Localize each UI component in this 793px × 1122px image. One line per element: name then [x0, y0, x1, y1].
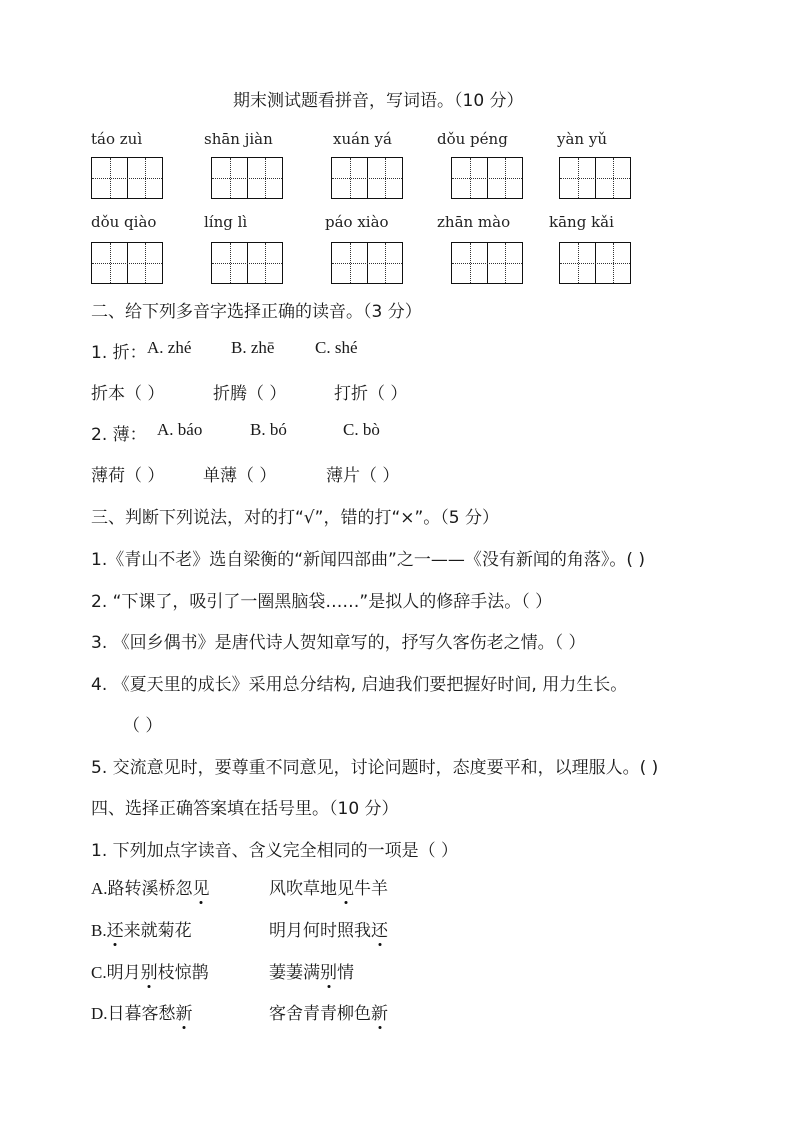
pinyin-label: xuán yá — [333, 130, 392, 148]
choice-option-c[interactable]: C.明月别枝惊鹊 — [91, 958, 209, 983]
section-heading: 三、判断下列说法，对的打“√”，错的打“×”。（5 分） — [91, 508, 500, 528]
true-false-item[interactable]: 2. “下课了，吸引了一圈黑脑袋……”是拟人的修辞手法。（ ） — [91, 592, 553, 612]
writing-grid-box[interactable] — [331, 242, 403, 284]
answer-blank[interactable]: 薄荷（ ） — [91, 466, 165, 486]
writing-grid-box[interactable] — [91, 157, 163, 199]
pinyin-label: dǒu qiào — [91, 213, 157, 231]
pinyin-label: shān jiàn — [204, 130, 273, 148]
pinyin-label: zhān mào — [437, 213, 511, 231]
page-title: 期末测试题看拼音，写词语。（10 分） — [233, 91, 524, 111]
answer-blank[interactable]: （ ） — [123, 716, 163, 736]
dotted-char: 新 — [371, 999, 388, 1024]
choice-option-b[interactable]: B.还来就菊花 — [91, 916, 192, 941]
pinyin-label: yàn yǔ — [557, 130, 607, 148]
pinyin-label: kāng kǎi — [549, 213, 614, 231]
writing-grid-box[interactable] — [451, 157, 523, 199]
dotted-char: 还 — [371, 916, 388, 941]
option-c: C. bò — [343, 420, 380, 439]
dotted-char: 新 — [176, 999, 193, 1024]
section-heading: 四、选择正确答案填在括号里。（10 分） — [91, 799, 399, 819]
answer-blank[interactable]: 折腾（ ） — [213, 384, 287, 404]
question-prefix: 1. 折： — [91, 343, 147, 363]
writing-grid-box[interactable] — [559, 157, 631, 199]
answer-blank[interactable]: 折本（ ） — [91, 384, 165, 404]
choice-option-d-right: 客舍青青柳色新 — [269, 999, 388, 1024]
pinyin-label: páo xiào — [325, 213, 389, 231]
writing-grid-box[interactable] — [451, 242, 523, 284]
option-c: C. shé — [315, 338, 358, 357]
writing-grid-box[interactable] — [91, 242, 163, 284]
writing-grid-box[interactable] — [211, 242, 283, 284]
option-b: B. zhē — [231, 338, 275, 357]
choice-option-d[interactable]: D.日暮客愁新 — [91, 999, 193, 1024]
pinyin-label: dǒu péng — [437, 130, 508, 148]
writing-grid-box[interactable] — [211, 157, 283, 199]
dotted-char: 还 — [107, 916, 124, 941]
true-false-item[interactable]: 3. 《回乡偶书》是唐代诗人贺知章写的，抒写久客伤老之情。（ ） — [91, 633, 586, 653]
multiple-choice-question[interactable]: 1. 下列加点字读音、含义完全相同的一项是（ ） — [91, 841, 459, 861]
dotted-char: 见 — [337, 874, 354, 899]
section-heading: 二、给下列多音字选择正确的读音。（3 分） — [91, 302, 422, 322]
option-b: B. bó — [250, 420, 287, 439]
choice-option-a[interactable]: A.路转溪桥忽见 — [91, 874, 210, 899]
dotted-char: 别 — [320, 958, 337, 983]
dotted-char: 见 — [193, 874, 210, 899]
true-false-item: 4. 《夏天里的成长》采用总分结构, 启迪我们要把握好时间, 用力生长。 — [91, 675, 628, 695]
pinyin-label: táo zuì — [91, 130, 143, 148]
pinyin-label: líng lì — [204, 213, 248, 231]
option-a: A. báo — [157, 420, 203, 439]
dotted-char: 别 — [141, 958, 158, 983]
writing-grid-box[interactable] — [559, 242, 631, 284]
question-prefix: 2. 薄： — [91, 425, 147, 445]
answer-blank[interactable]: 单薄（ ） — [203, 466, 277, 486]
answer-blank[interactable]: 打折（ ） — [334, 384, 408, 404]
writing-grid-box[interactable] — [331, 157, 403, 199]
true-false-item[interactable]: 5. 交流意见时，要尊重不同意见，讨论问题时，态度要平和，以理服人。( ) — [91, 758, 659, 778]
choice-option-c-right: 萋萋满别情 — [269, 958, 354, 983]
answer-blank[interactable]: 薄片（ ） — [326, 466, 400, 486]
true-false-item[interactable]: 1.《青山不老》选自梁衡的“新闻四部曲”之一——《没有新闻的角落》。( ) — [91, 550, 646, 570]
choice-option-b-right: 明月何时照我还 — [269, 916, 388, 941]
choice-option-a-right: 风吹草地见牛羊 — [269, 874, 388, 899]
option-a: A. zhé — [147, 338, 192, 357]
